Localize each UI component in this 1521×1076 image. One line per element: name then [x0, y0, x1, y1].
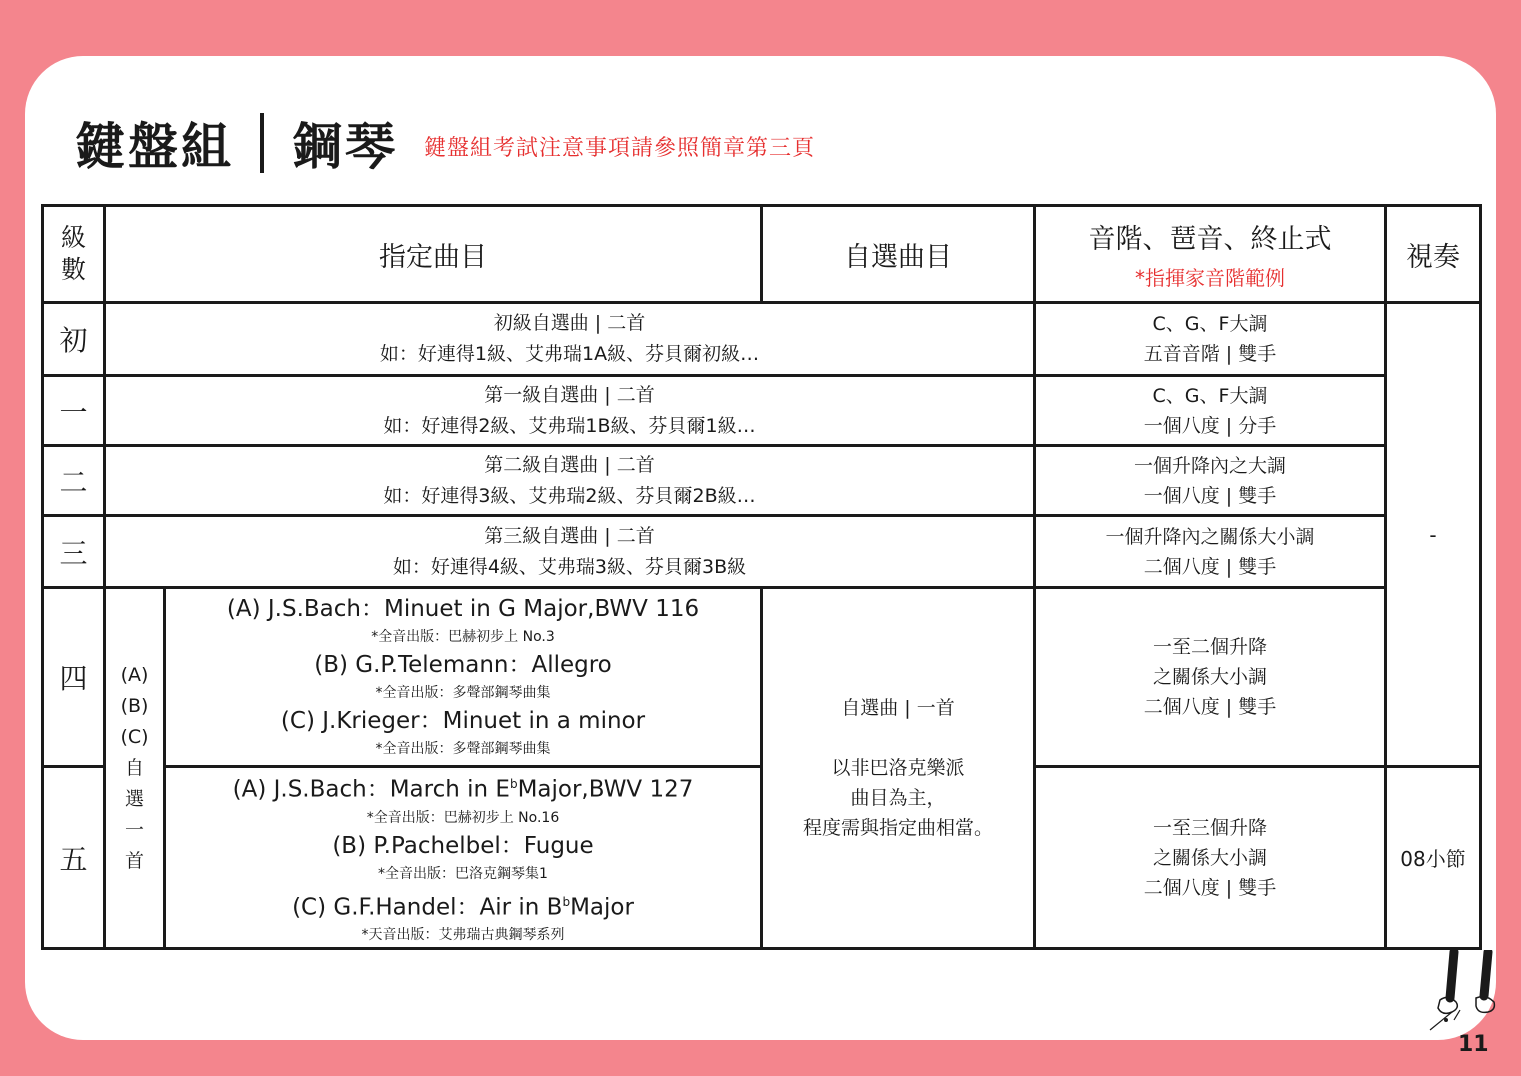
assigned-line: 第三級自選曲 | 二首	[484, 524, 655, 547]
scales-cell	[1035, 446, 1386, 516]
scales-line: 一個升降內之關係大小調	[1105, 525, 1315, 548]
assigned-cell	[105, 446, 1035, 516]
page-title: 鍵盤組	[75, 118, 234, 176]
table-row	[43, 303, 1481, 376]
assigned-line: 初級自選曲 | 二首	[493, 312, 646, 334]
scales-line: 一至二個升降	[1152, 636, 1267, 658]
pianist-hands-icon	[1426, 950, 1506, 1034]
table-row	[43, 516, 1481, 588]
page-header	[75, 108, 815, 178]
scales-cell	[1035, 588, 1386, 767]
piece-title: (B) G.P.Telemann：Allegro	[314, 652, 612, 678]
scales-line: C、G、F大調	[1152, 384, 1268, 407]
scales-line: 一至三個升降	[1152, 816, 1267, 839]
header-level: 級數	[43, 206, 105, 303]
free-choice-line: 以非巴洛克樂派	[831, 757, 965, 780]
scales-line: 一個八度 | 分手	[1143, 414, 1277, 437]
table-row	[43, 446, 1481, 516]
level-cell: 初	[43, 303, 105, 376]
piece-title: (A) J.S.Bach：Minuet in G Major,BWV 116	[226, 596, 700, 622]
assigned-line: 第二級自選曲 | 二首	[484, 453, 655, 476]
table-header-row	[43, 206, 1481, 303]
assigned-examples: 如：好連得3級、艾弗瑞2級、芬貝爾2B級…	[383, 484, 756, 507]
scales-line: C、G、F大調	[1152, 313, 1268, 335]
pieces-cell	[165, 767, 762, 949]
header-scales-note: *指揮家音階範例	[1135, 266, 1285, 290]
choice-label-char: 首	[124, 849, 144, 872]
header-assigned: 指定曲目	[105, 206, 762, 303]
scales-cell	[1035, 516, 1386, 588]
choice-label-char: (B)	[120, 694, 149, 717]
page-subtitle: 鋼琴	[292, 118, 398, 176]
level-cell: 四	[43, 588, 105, 767]
free-choice-cell	[762, 588, 1035, 949]
piece-publisher: *全音出版：巴赫初步上 No.16	[366, 809, 560, 826]
repertoire-table	[41, 204, 1482, 950]
scales-cell	[1035, 767, 1386, 949]
header-free-choice: 自選曲目	[762, 206, 1035, 303]
piece-title: (C) G.F.Handel：Air in $B^bMajor$	[292, 894, 634, 921]
page-number: 11	[1458, 1032, 1489, 1057]
table-row	[43, 588, 1481, 767]
level-cell: 二	[43, 446, 105, 516]
free-choice-line: 程度需與指定曲相當。	[802, 817, 993, 840]
title-divider	[260, 113, 264, 173]
scales-line: 一個八度 | 雙手	[1143, 484, 1277, 507]
header-note: 鍵盤組考試注意事項請參照簡章第三頁	[424, 135, 816, 161]
scales-line: 之關係大小調	[1152, 666, 1267, 688]
scales-line: 二個八度 | 雙手	[1143, 555, 1277, 578]
pieces-cell	[165, 588, 762, 767]
piece-publisher: *全音出版：多聲部鋼琴曲集	[375, 685, 551, 701]
piece-title: (C) J.Krieger：Minuet in a minor	[280, 708, 646, 734]
level-cell: 三	[43, 516, 105, 588]
assigned-examples: 如：好連得1級、艾弗瑞1A級、芬貝爾初級…	[379, 343, 760, 365]
scales-line: 二個八度 | 雙手	[1143, 876, 1277, 899]
scales-cell	[1035, 376, 1386, 446]
piece-title: (A) J.S.Bach：March in $E^bMajor,BWV$ 127	[232, 776, 694, 803]
piece-publisher: *天音出版：艾弗瑞古典鋼琴系列	[361, 927, 565, 944]
choice-label-char: 自	[124, 756, 144, 779]
header-scales-label: 音階、琶音、終止式	[1088, 224, 1332, 255]
level-cell: 五	[43, 767, 105, 949]
choice-label-cell	[105, 588, 165, 949]
level-cell: 一	[43, 376, 105, 446]
choice-label-char: (A)	[120, 663, 149, 686]
scales-line: 五音音階 | 雙手	[1143, 343, 1277, 365]
assigned-cell	[105, 376, 1035, 446]
free-choice-line: 自選曲 | 一首	[841, 697, 955, 720]
choice-label-char: 選	[124, 787, 144, 810]
scales-cell	[1035, 303, 1386, 376]
piece-title: (B) P.Pachelbel：Fugue	[332, 832, 594, 859]
scales-line: 二個八度 | 雙手	[1143, 696, 1277, 718]
assigned-line: 第一級自選曲 | 二首	[484, 383, 655, 406]
sight-cell: -	[1386, 303, 1481, 767]
header-sight: 視奏	[1386, 206, 1481, 303]
piece-publisher: *全音出版：多聲部鋼琴曲集	[375, 741, 551, 757]
sight-cell: 08小節	[1386, 767, 1481, 949]
assigned-cell	[105, 303, 1035, 376]
scales-line: 一個升降內之大調	[1133, 454, 1286, 477]
free-choice-line: 曲目為主，	[850, 787, 946, 810]
table-row	[43, 376, 1481, 446]
piece-publisher: *全音出版：巴洛克鋼琴集1	[378, 865, 548, 882]
assigned-examples: 如：好連得4級、艾弗瑞3級、芬貝爾3B級	[392, 555, 747, 578]
scales-line: 之關係大小調	[1152, 846, 1267, 869]
choice-label-char: 一	[124, 818, 144, 841]
piece-publisher: *全音出版：巴赫初步上 No.3	[371, 629, 555, 645]
choice-label-char: (C)	[120, 725, 149, 748]
assigned-cell	[105, 516, 1035, 588]
header-scales	[1035, 206, 1386, 303]
assigned-examples: 如：好連得2級、艾弗瑞1B級、芬貝爾1級…	[383, 414, 756, 437]
